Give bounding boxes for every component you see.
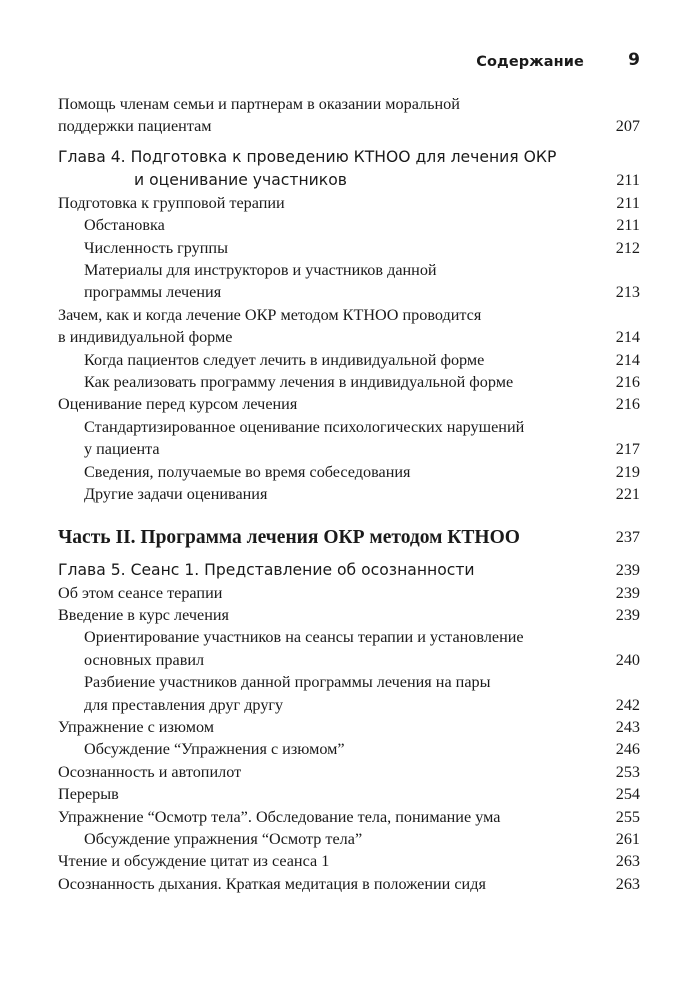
toc-entry-lvl2 [58,828,640,850]
toc-entry-page: 242 [615,695,640,714]
toc-entry-title-line: Обсуждение упражнения “Осмотр тела” [84,829,363,848]
toc-entry-lvl2 [58,483,640,505]
toc-entry-lvl1 [58,850,640,872]
toc-entry-page: 216 [615,373,640,392]
toc-entry-page: 217 [615,440,640,459]
toc-entry-title-line: Другие задачи оценивания [84,485,268,504]
toc-entry-title-line: Сведения, получаемые во время собеседования [84,462,411,481]
toc-entry-lvl2 [58,461,640,483]
toc-entry-title-line: Глава 5. Сеанс 1. Представление об осознанности [58,560,475,579]
toc-entry-page: 239 [615,605,640,624]
toc-entry-page: 255 [615,807,640,826]
toc-entry-lvl2 [58,671,640,716]
page-number: 9 [628,50,640,70]
toc-entry-page: 239 [615,560,640,579]
toc-entry-lvl2 [58,214,640,236]
toc-entry-title-line: Численность группы [84,238,228,257]
toc-entry-page: 237 [615,527,640,546]
toc-entry-lvl1 [58,93,640,138]
toc-entry-title-line: Упражнение с изюмом [58,717,215,736]
toc-entry-title-line: Осознанность и автопилот [58,762,242,781]
section-title: Содержание [476,54,584,70]
toc-entry-page: 240 [615,650,640,669]
toc-entry-title-line: Подготовка к групповой терапии [58,193,285,212]
toc-entry-page: 211 [616,193,640,212]
toc-entry-lvl2 [58,416,640,461]
toc-entry-page: 207 [615,117,640,136]
toc-entry-page: 211 [616,216,640,235]
toc-entry-page: 214 [615,350,640,369]
toc-entry-page: 212 [615,238,640,257]
toc-entry-lvl1 [58,873,640,895]
toc-entry-title-line: поддержки пациентам [58,117,212,136]
toc-entry-lvl1 [58,604,640,626]
running-header [58,50,640,74]
toc-entry-title-line: Оценивание перед курсом лечения [58,395,298,414]
toc-entry-lvl1 [58,761,640,783]
table-of-contents [58,93,640,895]
toc-entry-page: 243 [615,717,640,736]
toc-entry-title-line: в индивидуальной форме [58,328,233,347]
toc-entry-title-line: Перерыв [58,785,119,804]
toc-entry-title-line: Часть II. Программа лечения ОКР методом КТНОО [58,526,520,548]
toc-entry-title-line: Ориентирование участников на сеансы терапии и установление [84,628,524,647]
toc-entry-lvl1 [58,582,640,604]
toc-entry-title-line: Как реализовать программу лечения в индивидуальной форме [84,373,514,392]
toc-entry-lvl1 [58,716,640,738]
toc-entry-page: 221 [615,485,640,504]
toc-entry-lvl1 [58,304,640,349]
toc-entry-page: 254 [615,785,640,804]
toc-entry-page: 239 [615,583,640,602]
toc-entry-lvl2 [58,371,640,393]
toc-entry-part [58,525,640,551]
toc-entry-title-line: Обстановка [84,216,165,235]
toc-entry-page: 211 [616,170,640,189]
toc-entry-chapter [58,559,640,582]
toc-entry-page: 214 [615,328,640,347]
toc-entry-title-line: у пациента [84,440,160,459]
toc-entry-title-line: Введение в курс лечения [58,605,229,624]
toc-entry-page: 213 [615,283,640,302]
toc-entry-title-line: и оценивание участников [134,170,347,189]
toc-entry-chapter [58,146,640,192]
toc-entry-lvl2 [58,349,640,371]
toc-entry-lvl2 [58,237,640,259]
toc-entry-page: 216 [615,395,640,414]
toc-entry-page: 261 [615,829,640,848]
toc-entry-title-line: Разбиение участников данной программы лечения на пары [84,673,491,692]
toc-entry-lvl1 [58,783,640,805]
toc-entry-title-line: программы лечения [84,283,222,302]
toc-entry-page: 246 [615,740,640,759]
toc-entry-lvl1 [58,806,640,828]
toc-entry-title-line: Когда пациентов следует лечить в индивидуальной форме [84,350,485,369]
toc-entry-lvl2 [58,626,640,671]
toc-entry-title-line: Упражнение “Осмотр тела”. Обследование тела, понимание ума [58,807,501,826]
toc-entry-lvl2 [58,738,640,760]
toc-entry-lvl1 [58,192,640,214]
toc-entry-title-line: для преставления друг другу [84,695,284,714]
toc-entry-title-line: Стандартизированное оценивание психологических нарушений [84,417,525,436]
toc-entry-title-line: Глава 4. Подготовка к проведению КТНОО для лечения ОКР [58,147,557,166]
toc-entry-lvl2 [58,259,640,304]
toc-entry-title-line: Об этом сеансе терапии [58,583,223,602]
toc-entry-page: 253 [615,762,640,781]
toc-entry-title-line: Материалы для инструкторов и участников данной [84,261,437,280]
toc-entry-page: 219 [615,462,640,481]
toc-entry-page: 263 [615,874,640,893]
toc-entry-title-line: Чтение и обсуждение цитат из сеанса 1 [58,852,330,871]
toc-entry-lvl1 [58,393,640,415]
toc-entry-title-line: Зачем, как и когда лечение ОКР методом КТНОО проводится [58,305,482,324]
toc-entry-title-line: Осознанность дыхания. Краткая медитация в положении сидя [58,874,486,893]
toc-entry-title-line: Помощь членам семьи и партнерам в оказании моральной [58,95,460,113]
toc-entry-page: 263 [615,852,640,871]
toc-entry-title-line: Обсуждение “Упражнения с изюмом” [84,740,345,759]
toc-entry-title-line: основных правил [84,650,205,669]
